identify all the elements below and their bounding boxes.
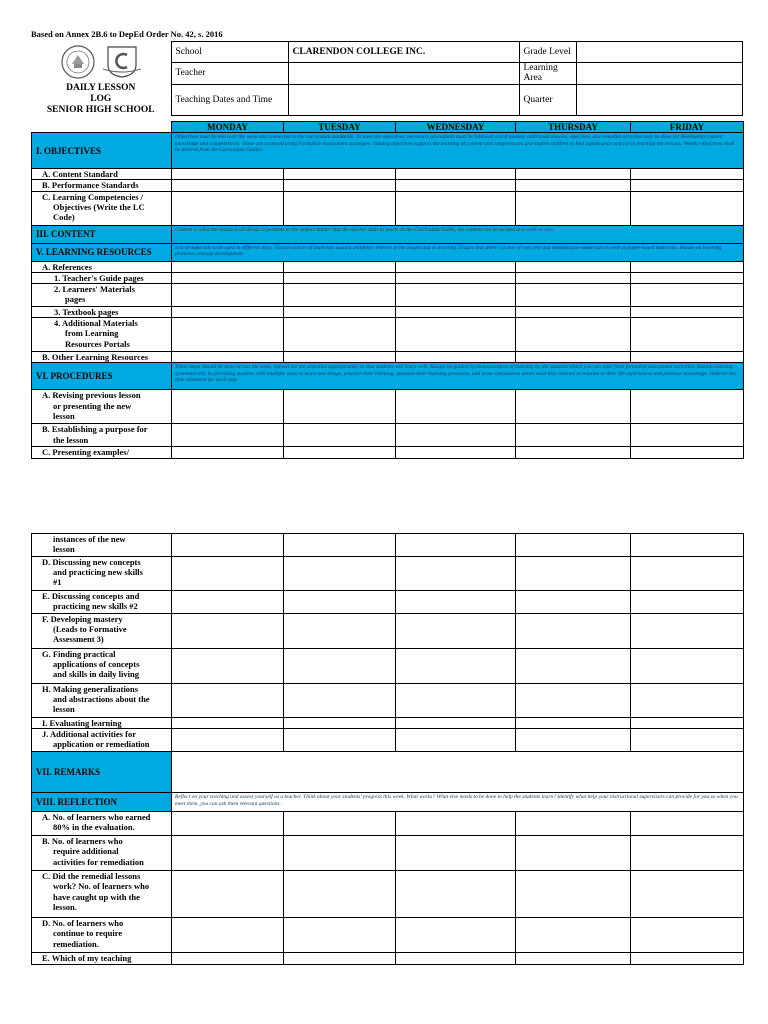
grade-level-value[interactable] <box>576 42 743 63</box>
row-procedure-a: A. Revising previous lesson or presenting the new lesson <box>32 390 172 424</box>
deped-seal-icon <box>60 44 96 83</box>
objectives-note: Objectives must be met over the week and connected to the curriculum standards. To meet the objectives, necessary procedures must be followed and if needed, additional lessons, exercises, and remedial activities may be done for developing content knowledge and competencies. These are assessed using Formative Assessment strategies. Valuing objectives support the learning of content and competencies and enable children to find significance and joy in learning the lessons. Weekly objectives shall be derived from the Curriculum Guides. <box>172 133 744 169</box>
remarks-field[interactable] <box>172 752 744 793</box>
learning-area-value[interactable] <box>576 62 743 84</box>
row-procedure-d: D. Discussing new concepts and practicing new skills #1 <box>32 557 172 591</box>
row-procedure-h: H. Making generalizations and abstractions about the lesson <box>32 684 172 718</box>
row-textbook-pages: 3. Textbook pages <box>32 307 172 318</box>
day-header-friday: FRIDAY <box>631 122 744 133</box>
header-logo-cell <box>31 42 171 116</box>
teaching-dates-label: Teaching Dates and Time <box>171 84 288 115</box>
row-learners-materials-pages: 2. Learners' Materials pages <box>32 284 172 307</box>
section-reflection: VIII. REFLECTION <box>32 793 172 812</box>
row-procedure-b: B. Establishing a purpose for the lesson <box>32 424 172 447</box>
reflection-note: Reflect on your teaching and assess yourself as a teacher. Think about your students' progress this week. What works? What else needs to be done to help the students learn? Identify what help your instructional supervisors can provide for you so when you meet them, you can ask them relevant questions. <box>172 793 744 812</box>
row-procedure-c-start: C. Presenting examples/ <box>32 447 172 458</box>
section-content: III. CONTENT <box>32 225 172 243</box>
day-header-tuesday: TUESDAY <box>284 122 396 133</box>
grade-level-label: Grade Level <box>519 42 576 63</box>
section-procedures: VI. PROCEDURES <box>32 363 172 390</box>
row-procedure-e: E. Discussing concepts and practicing new skills #2 <box>32 591 172 614</box>
row-procedure-i: I. Evaluating learning <box>32 718 172 729</box>
school-value[interactable]: CLARENDON COLLEGE INC. <box>288 42 519 63</box>
day-header-monday: MONDAY <box>172 122 284 133</box>
row-procedure-c-end: instances of the new lesson <box>32 534 172 557</box>
row-content-standard: A. Content Standard <box>32 169 172 180</box>
resources-note: List of materials to be used in different days. Varied sources of materials sustain children's interest in the lesson and in learning. Ensure that there is a mix of concrete and manipulative materials as well as paper-based materials. Hands-on learning promotes concept development. <box>172 243 744 261</box>
day-header-thursday: THURSDAY <box>516 122 631 133</box>
dll-table-page-2 <box>31 533 744 965</box>
section-remarks: VII. REMARKS <box>32 752 172 793</box>
row-reflection-a: A. No. of learners who earned 80% in the evaluation. <box>32 812 172 836</box>
row-procedure-g: G. Finding practical applications of concepts and skills in daily living <box>32 649 172 684</box>
annex-reference: Based on Annex 2B.6 to DepEd Order No. 42, s. 2016 <box>31 29 223 39</box>
dll-table-page-1 <box>31 121 744 459</box>
dll-title: DAILY LESSON LOG SENIOR HIGH SCHOOL <box>46 82 155 115</box>
row-teachers-guide-pages: 1. Teacher's Guide pages <box>32 272 172 283</box>
row-learning-competencies: C. Learning Competencies / Objectives (Write the LC Code) <box>32 191 172 225</box>
quarter-label: Quarter <box>519 84 576 115</box>
teaching-dates-value[interactable] <box>288 84 519 115</box>
quarter-value[interactable] <box>576 84 743 115</box>
row-additional-materials: 4. Additional Materials from Learning Resources Portals <box>32 318 172 352</box>
teacher-value[interactable] <box>288 62 519 84</box>
header-table <box>31 41 743 116</box>
row-procedure-f: F. Developing mastery (Leads to Formative Assessment 3) <box>32 614 172 649</box>
clarendon-logo-icon <box>102 45 142 82</box>
row-performance-standards: B. Performance Standards <box>32 180 172 191</box>
day-header-wednesday: WEDNESDAY <box>396 122 516 133</box>
row-reflection-d: D. No. of learners who continue to require remediation. <box>32 918 172 953</box>
section-objectives: I. OBJECTIVES <box>32 133 172 169</box>
row-other-learning-resources: B. Other Learning Resources <box>32 352 172 363</box>
row-references: A. References <box>32 261 172 272</box>
learning-area-label: Learning Area <box>519 62 576 84</box>
row-reflection-e: E. Which of my teaching <box>32 953 172 965</box>
row-procedure-j: J. Additional activities for application or remediation <box>32 729 172 752</box>
school-label: School <box>171 42 288 63</box>
row-reflection-b: B. No. of learners who require additional activities for remediation <box>32 836 172 871</box>
cell[interactable] <box>172 169 284 180</box>
content-note: Content is what the lesson is all about. It pertains to the subject matter that the teacher aims to teach. In the Curriculum Guide, the content can be tackled in a week or two. <box>172 225 744 243</box>
teacher-label: Teacher <box>171 62 288 84</box>
row-reflection-c: C. Did the remedial lessons work? No. of learners who have caught up with the lesson. <box>32 871 172 918</box>
procedures-note: These steps should be done across the week. Spread out the activities appropriately so that students will learn well. Always be guided by demonstration of learning by the students which you can infer from formative assessment activities. Sustain learning systematically by providing students with multiple ways to learn new things, practice their learning, question their learning processes, and draw conclusions about what they learned in relation to their life experiences and previous knowledge. Indicate the time allotment for each step. <box>172 363 744 390</box>
section-learning-resources: V. LEARNING RESOURCES <box>32 243 172 261</box>
